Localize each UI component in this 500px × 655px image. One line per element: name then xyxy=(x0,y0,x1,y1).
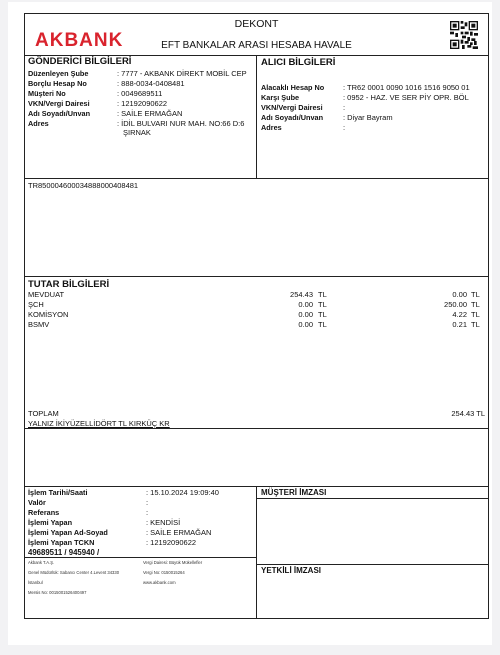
receiver-tax-label: VKN/Vergi Dairesi xyxy=(261,103,323,112)
sender-address-label: Adres xyxy=(28,119,49,128)
receipt-page xyxy=(8,2,492,645)
sender-account-label: Borçlu Hesap No xyxy=(28,79,87,88)
amount-col2-bsmv: 0.21 xyxy=(452,320,467,329)
amount-label-sch: ŞCH xyxy=(28,300,44,309)
total-label: TOPLAM xyxy=(28,409,59,418)
txn-performer-label: İşlemi Yapan xyxy=(28,518,73,527)
txn-valor-value: : xyxy=(146,498,149,507)
amount-label-deposit: MEVDUAT xyxy=(28,290,65,299)
amount-col2-commission: 4.22 xyxy=(452,310,467,319)
amount-cur2-commission: TL xyxy=(471,310,480,319)
sender-customer-no-label: Müşteri No xyxy=(28,89,66,98)
amount-in-words: YALNIZ İKİYÜZELLİDÖRT TL KIRKÜÇ KR xyxy=(28,419,170,428)
receiver-tax-value: : xyxy=(343,103,346,112)
txn-reference-label: Referans xyxy=(28,508,60,517)
transaction-title: EFT BANKALAR ARASI HESABA HAVALE xyxy=(161,40,352,51)
brand-name: AKBANK xyxy=(35,30,124,51)
sender-branch-value: : 7777 - AKBANK DİREKT MOBİL CEP xyxy=(117,69,247,78)
authorized-signature-label: YETKİLİ İMZASI xyxy=(261,566,321,575)
qr-code-icon xyxy=(450,21,478,49)
sender-tax-value: : 12192090622 xyxy=(117,99,168,108)
doc-type: DEKONT xyxy=(234,18,279,30)
txn-performer-tckn-value: : 12192090622 xyxy=(146,538,197,547)
amount-label-bsmv: BSMV xyxy=(28,320,50,329)
amount-cur2-sch: TL xyxy=(471,300,480,309)
customer-signature-label: MÜŞTERİ İMZASI xyxy=(261,488,327,497)
txn-performer-name-value: : SAİLE ERMAĞAN xyxy=(146,528,212,537)
amount-cur1-commission: TL xyxy=(318,310,327,319)
footer-company: Akbank T.A.Ş. xyxy=(28,560,55,565)
amount-col2-deposit: 0.00 xyxy=(452,290,467,299)
txn-performer-tckn-label: İşlemi Yapan TCKN xyxy=(28,538,95,547)
receiver-address-value: : xyxy=(343,123,346,132)
footer-tax-no: Vergi No: 0150015264 xyxy=(143,570,185,575)
receiver-account-value: : TR62 0001 0090 1016 1516 9050 01 xyxy=(343,83,470,92)
sender-name-value: : SAİLE ERMAĞAN xyxy=(117,109,183,118)
amount-cur1-deposit: TL xyxy=(318,290,327,299)
sender-name-label: Adı Soyadı/Unvan xyxy=(28,109,91,118)
sender-branch-label: Düzenleyen Şube xyxy=(28,69,89,78)
footer-mersis: Mersis No: 0015001526400497 xyxy=(28,590,87,595)
footer-city: İstanbul xyxy=(28,580,43,585)
receiver-branch-label: Karşı Şube xyxy=(261,93,300,102)
receiver-name-label: Adı Soyadı/Unvan xyxy=(261,113,324,122)
txn-performer-name-label: İşlemi Yapan Ad-Soyad xyxy=(28,528,108,537)
txn-datetime-label: İşlem Tarihi/Saati xyxy=(28,488,88,497)
receipt-document xyxy=(24,13,489,619)
sender-tax-label: VKN/Vergi Dairesi xyxy=(28,99,90,108)
amount-cur1-bsmv: TL xyxy=(318,320,327,329)
amounts-title: TUTAR BİLGİLERİ xyxy=(28,279,110,290)
amount-cur1-sch: TL xyxy=(318,300,327,309)
total-value: 254.43 TL xyxy=(451,409,485,418)
amount-col1-bsmv: 0.00 xyxy=(298,320,313,329)
txn-performer-value: : KENDİSİ xyxy=(146,518,181,527)
receiver-account-label: Alacaklı Hesap No xyxy=(261,83,325,92)
reference-code: TR850004600034888000408481 xyxy=(28,181,139,190)
amount-col1-deposit: 254.43 xyxy=(290,290,313,299)
sender-customer-no-value: : 0049689511 xyxy=(117,89,163,98)
receiver-address-label: Adres xyxy=(261,123,282,132)
sender-address-city: ŞIRNAK xyxy=(123,128,151,137)
txn-valor-label: Valör xyxy=(28,498,46,507)
amount-col1-commission: 0.00 xyxy=(298,310,313,319)
sender-address-value: : İDİL BULVARI NUR MAH. NO:66 D:6 xyxy=(117,119,245,128)
amount-col1-sch: 0.00 xyxy=(298,300,313,309)
footer-website: www.akbank.com xyxy=(143,580,176,585)
amount-cur2-deposit: TL xyxy=(471,290,480,299)
amount-cur2-bsmv: TL xyxy=(471,320,480,329)
sender-title: GÖNDERİCİ BİLGİLERİ xyxy=(28,56,132,67)
sender-account-value: : 888-0034-0408481 xyxy=(117,79,185,88)
receiver-name-value: : Diyar Bayram xyxy=(343,113,393,122)
footer-tax-office: Vergi Dairesi: Büyük Mükellefler xyxy=(143,560,203,565)
receiver-branch-value: : 0952 - HAZ. VE SER PİY OPR. BÖL xyxy=(343,93,469,102)
receiver-title: ALICI BİLGİLERİ xyxy=(261,57,336,68)
amount-col2-sch: 250.00 xyxy=(444,300,467,309)
txn-reference-value: : xyxy=(146,508,149,517)
txn-datetime-value: : 15.10.2024 19:09:40 xyxy=(146,488,219,497)
txn-code: 49689511 / 945940 / xyxy=(28,548,100,557)
amount-label-commission: KOMİSYON xyxy=(28,310,69,319)
footer-hq: Genel Müdürlük: Sabancı Center 4.Levent 34330 xyxy=(28,570,120,575)
